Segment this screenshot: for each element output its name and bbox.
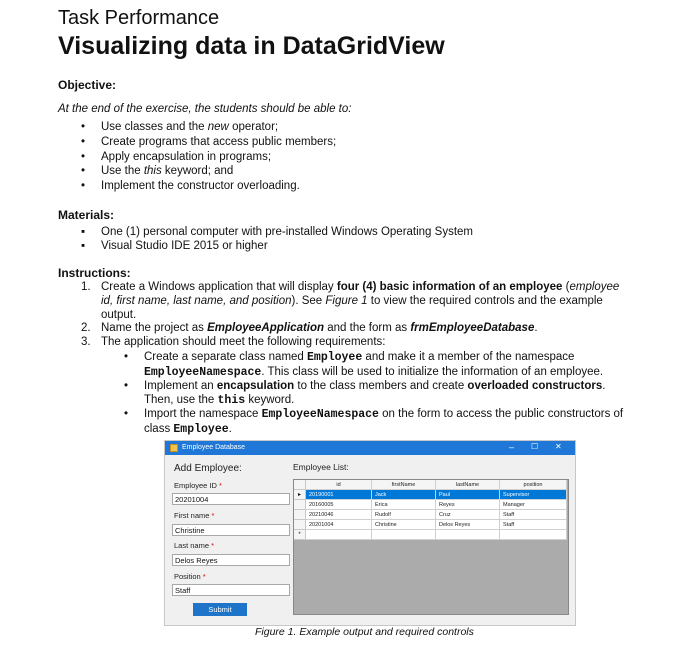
table-cell[interactable]: Supervisor (500, 490, 567, 500)
last-name-label: Last name * (174, 541, 215, 550)
material-item: ▪ Visual Studio IDE 2015 or higher (101, 240, 268, 252)
materials-heading: Materials: (58, 208, 115, 222)
table-cell[interactable]: Staff (500, 520, 567, 530)
window-titlebar (165, 441, 575, 455)
column-header-firstname[interactable]: firstName (372, 480, 436, 490)
requirement-2: • Implement an encapsulation to the class members and create overloaded constructors. Then, use the this keyword. (144, 379, 636, 408)
material-item: ▪ One (1) personal computer with pre-installed Windows Operating System (101, 226, 473, 238)
table-cell[interactable] (500, 530, 567, 540)
row-header (294, 510, 306, 520)
table-row[interactable] (294, 500, 568, 510)
window-title: Employee Database (182, 444, 246, 451)
close-button[interactable]: ✕ (555, 442, 562, 451)
table-cell[interactable]: Manager (500, 500, 567, 510)
table-cell[interactable]: Staff (500, 510, 567, 520)
new-row[interactable] (294, 530, 568, 540)
app-icon (170, 444, 178, 452)
submit-button[interactable]: Submit (193, 603, 247, 616)
row-header (294, 500, 306, 510)
table-cell[interactable]: 20201004 (306, 520, 372, 530)
table-row[interactable] (294, 520, 568, 530)
table-cell[interactable]: Cruz (436, 510, 500, 520)
requirement-1: • Create a separate class named Employee and make it a member of the namespace EmployeeNamespace. This class will be used to initialize the information of an employee. (144, 350, 636, 380)
table-cell[interactable]: 20210046 (306, 510, 372, 520)
table-cell[interactable] (306, 530, 372, 540)
instruction-2: 2. Name the project as EmployeeApplication and the form as frmEmployeeDatabase. (81, 322, 538, 334)
objective-item: • Create programs that access public members; (101, 136, 336, 148)
first-name-label: First name * (174, 511, 215, 520)
table-cell[interactable]: Delos Reyes (436, 520, 500, 530)
row-header (294, 520, 306, 530)
table-cell[interactable]: Paul (436, 490, 500, 500)
column-header-position[interactable]: position (500, 480, 567, 490)
row-selected-marker: ▸ (294, 490, 306, 500)
employee-datagridview[interactable] (293, 479, 569, 615)
objective-intro: At the end of the exercise, the students should be able to: (58, 103, 352, 115)
table-cell[interactable]: Jack (372, 490, 436, 500)
objective-item: • Use classes and the new operator; (101, 121, 278, 133)
column-header-id[interactable]: id (306, 480, 372, 490)
table-cell[interactable]: 20190001 (306, 490, 372, 500)
table-cell[interactable] (436, 530, 500, 540)
grid-header-row (294, 480, 568, 490)
instruction-3: 3. The application should meet the following requirements: (81, 336, 386, 348)
add-employee-heading: Add Employee: (174, 463, 242, 474)
minimize-button[interactable]: – (509, 442, 515, 452)
objective-item: • Use the this keyword; and (101, 165, 233, 177)
employee-list-heading: Employee List: (293, 462, 349, 472)
position-label: Position * (174, 572, 206, 581)
first-name-input[interactable]: Christine (172, 524, 290, 536)
instructions-heading: Instructions: (58, 266, 131, 280)
last-name-input[interactable]: Delos Reyes (172, 554, 290, 566)
column-header-lastname[interactable]: lastName (436, 480, 500, 490)
table-cell[interactable]: Erica (372, 500, 436, 510)
grid-corner (294, 480, 306, 490)
doc-header: Task Performance (58, 7, 220, 29)
new-row-marker: * (294, 530, 306, 540)
objective-heading: Objective: (58, 78, 117, 92)
employee-database-window (164, 440, 576, 626)
table-cell[interactable]: 20160005 (306, 500, 372, 510)
employee-id-label: Employee ID * (174, 481, 222, 490)
table-cell[interactable]: Christine (372, 520, 436, 530)
objective-item: • Implement the constructor overloading. (101, 180, 300, 192)
maximize-button[interactable]: ☐ (531, 442, 539, 451)
table-row[interactable] (294, 510, 568, 520)
instruction-1: 1. Create a Windows application that will display four (4) basic information of an employee (employee id, first name, last name, and position). See Figure 1 to view the required controls and the example output. (81, 281, 620, 321)
doc-title: Visualizing data in DataGridView (58, 32, 445, 60)
position-input[interactable]: Staff (172, 584, 290, 596)
table-cell[interactable]: Rudolf (372, 510, 436, 520)
objective-item: • Apply encapsulation in programs; (101, 151, 271, 163)
figure-caption: Figure 1. Example output and required controls (255, 626, 474, 638)
table-row[interactable] (294, 490, 568, 500)
employee-id-input[interactable]: 20201004 (172, 493, 290, 505)
requirement-3: • Import the namespace EmployeeNamespace on the form to access the public constructors of class Employee. (144, 407, 636, 437)
table-cell[interactable] (372, 530, 436, 540)
table-cell[interactable]: Reyes (436, 500, 500, 510)
